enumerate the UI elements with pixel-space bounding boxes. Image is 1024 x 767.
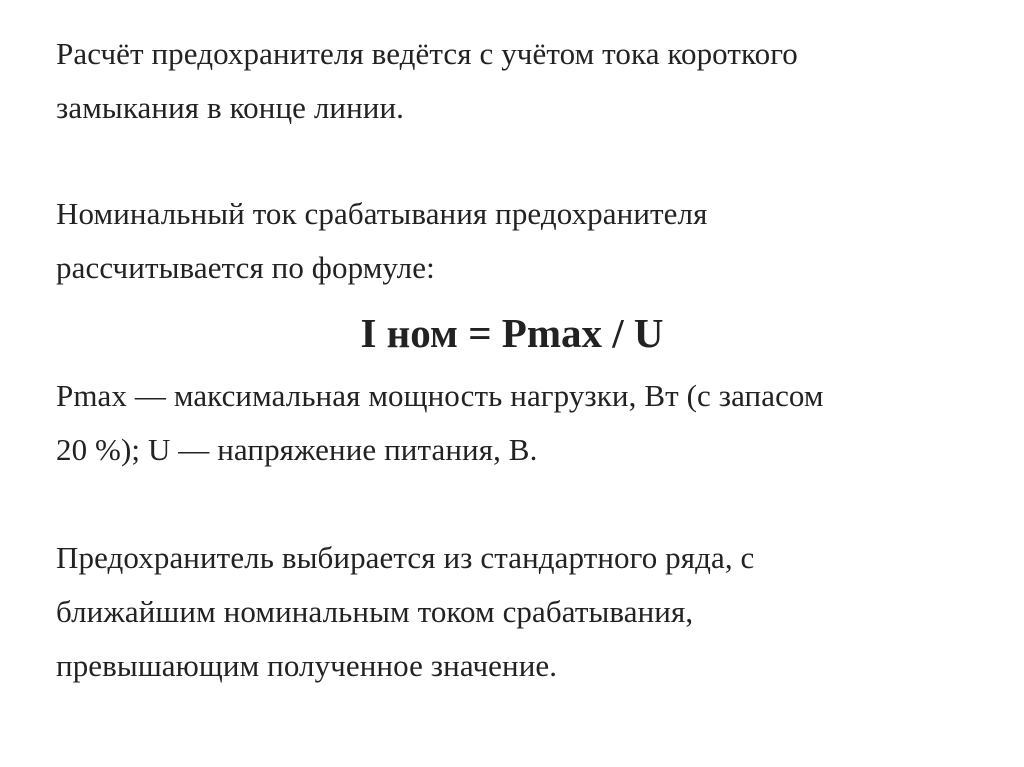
rated-current-line-2: рассчитывается по формуле: [56, 250, 435, 285]
selection-line-1: Предохранитель выбирается из стандартного ряда, с [56, 540, 755, 575]
selection-line-2: ближайшим номинальным током срабатывания, [56, 594, 694, 629]
intro-line-2: замыкания в конце линии. [56, 90, 405, 125]
rated-current-line-1: Номинальный ток срабатывания предохранителя [56, 196, 708, 231]
intro-line-1: Расчёт предохранителя ведётся с учётом тока короткого [56, 36, 798, 71]
selection-line-3: превышающим полученное значение. [56, 648, 558, 683]
formula: I ном = Pmax / U [360, 310, 664, 356]
definitions-line-2: 20 %); U — напряжение питания, В. [56, 432, 538, 467]
definitions-line-1: Pmax — максимальная мощность нагрузки, Вт (с запасом [56, 378, 824, 413]
